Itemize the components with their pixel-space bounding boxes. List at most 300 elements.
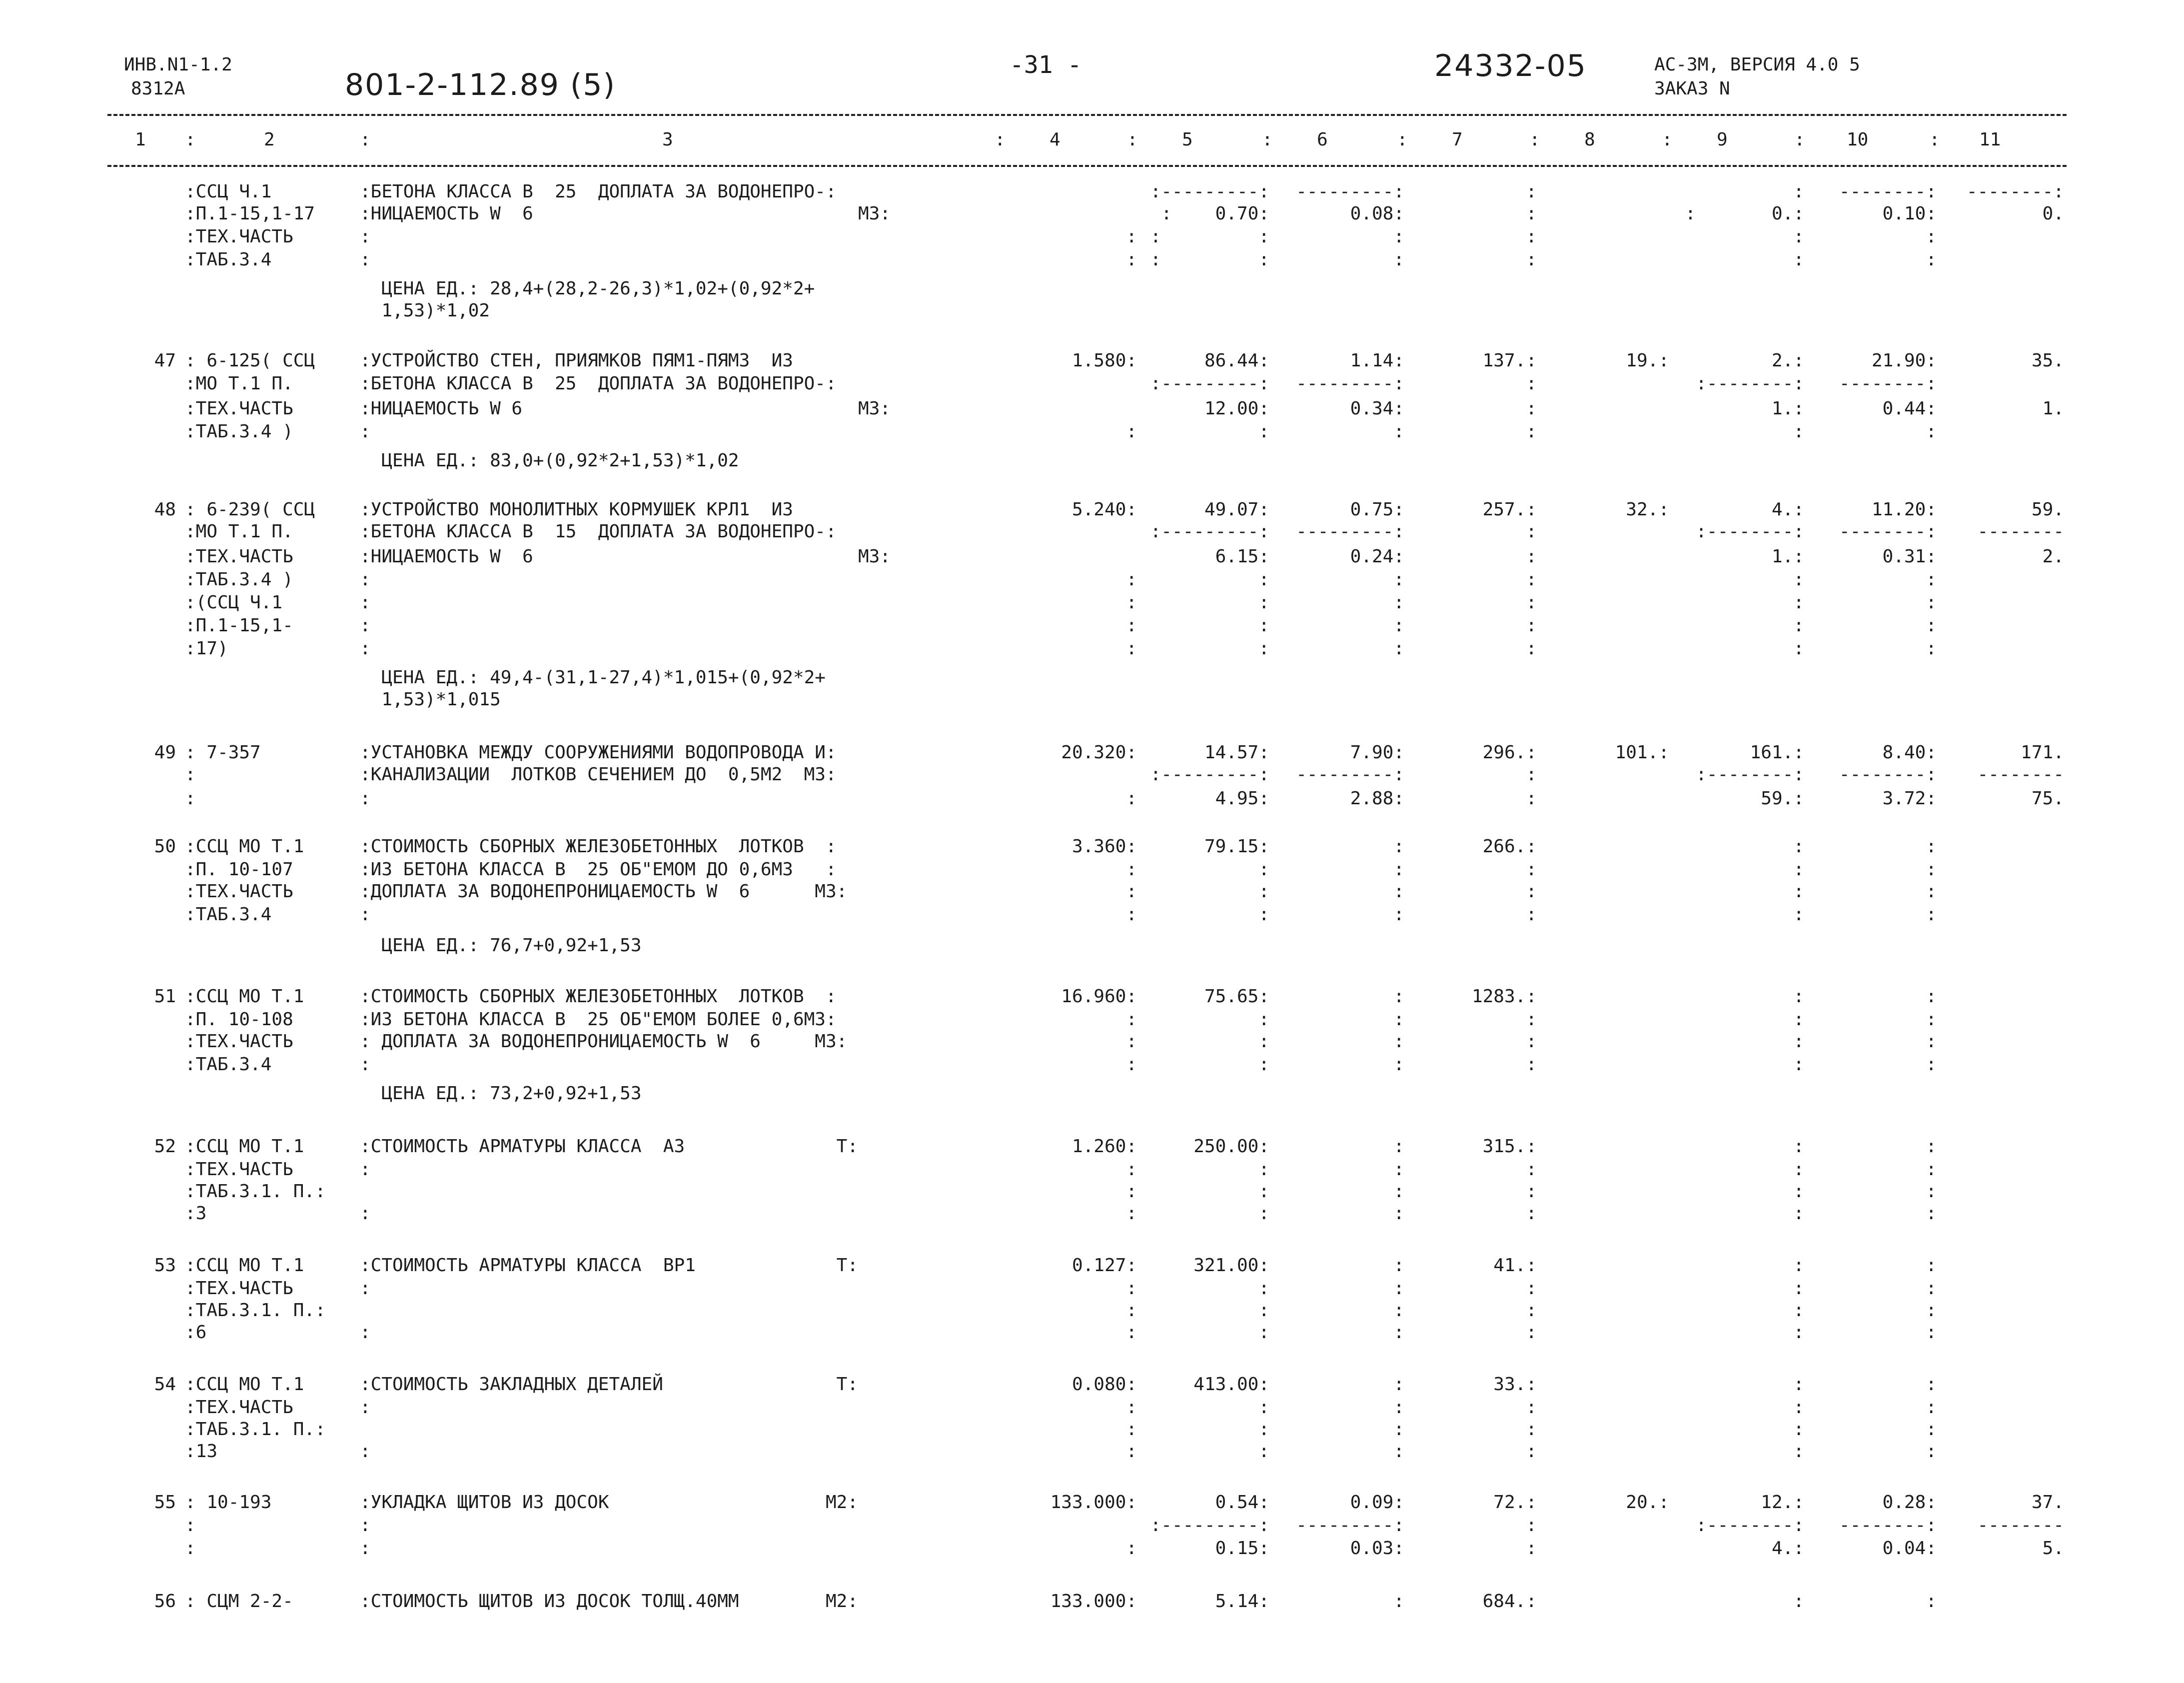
table-cell-c4: : (1126, 1181, 1137, 1202)
table-cell-c7: 33.: (1493, 1374, 1537, 1395)
table-cell-c3: :НИЦАЕМОСТЬ W 6 М3: (360, 203, 891, 224)
table-cell-c5: : (1258, 638, 1269, 659)
table-cell-c9: : (1793, 1300, 1804, 1321)
table-cell-c5: 413.00: (1193, 1374, 1269, 1395)
table-cell-c2: : (185, 788, 196, 809)
table-cell-c9: : (1793, 1054, 1804, 1075)
table-cell-c10: : (1926, 1300, 1937, 1321)
table-cell-c11: -------- (1977, 1515, 2064, 1536)
table-cell-c10: : (1926, 569, 1937, 590)
table-cell-c3: : (360, 569, 371, 590)
table-cell-c10: : (1926, 986, 1937, 1007)
table-cell-c4: 0.080: (1072, 1374, 1137, 1395)
column-header: 7 (1452, 129, 1463, 150)
table-cell-c3: : (360, 1441, 371, 1462)
table-cell-c7: : (1526, 181, 1537, 202)
table-cell-c9: : 0.: (1685, 203, 1804, 224)
table-cell-c7: 257.: (1482, 499, 1537, 520)
table-cell-c10: : (1926, 1031, 1937, 1052)
table-cell-c7: : (1526, 546, 1537, 567)
table-cell-c4: 5.240: (1072, 499, 1137, 520)
table-cell-c4: : (1126, 1159, 1137, 1180)
table-cell-c10: --------: (1839, 1515, 1937, 1536)
table-cell-c3: : (360, 1538, 371, 1559)
table-cell-c4: 1.260: (1072, 1136, 1137, 1157)
table-cell-c9: 12.: (1761, 1492, 1804, 1513)
table-cell-c7: : (1526, 859, 1537, 880)
table-cell-c6: 2.88: (1350, 788, 1404, 809)
table-cell-c5: 4.95: (1215, 788, 1269, 809)
table-cell-c6: ---------: (1296, 373, 1404, 394)
table-cell-c9: : (1793, 1159, 1804, 1180)
table-cell-c4: 3.360: (1072, 836, 1137, 857)
table-cell-c2: : (185, 1515, 196, 1536)
table-cell-c9: 161.: (1750, 742, 1804, 763)
table-cell-c2: :ТАБ.3.4 ) (185, 569, 293, 590)
table-cell-c3: ЦЕНА ЕД.: 76,7+0,92+1,53 (360, 935, 642, 956)
table-cell-c10: : (1926, 1181, 1937, 1202)
table-cell-c6: : (1393, 1181, 1404, 1202)
table-cell-c10: : (1926, 1278, 1937, 1299)
table-cell-c2: :ССЦ МО Т.1 (185, 1374, 304, 1395)
table-cell-c6: : (1393, 592, 1404, 613)
table-cell-c2: :ТАБ.3.1. П.: (185, 1181, 326, 1202)
table-cell-c7: : (1526, 1397, 1537, 1418)
table-cell-c4: : (1126, 1322, 1137, 1343)
table-cell-c5: : (1258, 1322, 1269, 1343)
table-cell-c3: :УСТРОЙСТВО СТЕН, ПРИЯМКОВ ПЯМ1-ПЯМ3 ИЗ (360, 350, 793, 371)
table-cell-c3: :ИЗ БЕТОНА КЛАССА В 25 ОБ"ЕМОМ БОЛЕЕ 0,6М3: (360, 1009, 837, 1030)
table-cell-c4: : (1126, 249, 1137, 270)
table-cell-c10: 8.40: (1882, 742, 1937, 763)
table-cell-c5: : 0.70: (1161, 203, 1269, 224)
program-version: АС-3М, ВЕРСИЯ 4.0 5 (1654, 54, 1860, 75)
table-cell-c9: : (1793, 1181, 1804, 1202)
column-separator: : (1127, 129, 1138, 150)
table-cell-c5: : (1258, 421, 1269, 442)
table-cell-c6: : (1393, 226, 1404, 247)
table-cell-c8: 101.: (1615, 742, 1669, 763)
table-cell-c6: 0.34: (1350, 398, 1404, 419)
table-cell-c4: : (1126, 1397, 1137, 1418)
table-cell-c4: : (1126, 1538, 1137, 1559)
table-cell-c5: 75.65: (1204, 986, 1269, 1007)
table-cell-c5: : (1258, 1278, 1269, 1299)
table-cell-c5: :---------: (1150, 521, 1269, 542)
table-cell-c2: : СЦМ 2-2- (185, 1591, 293, 1612)
table-cell-c10: : (1926, 421, 1937, 442)
table-cell-c6: : (1393, 1441, 1404, 1462)
table-cell-c2: :ССЦ МО Т.1 (185, 1255, 304, 1276)
table-cell-c11: 75. (2031, 788, 2064, 809)
table-cell-c11: 35. (2031, 350, 2064, 371)
table-cell-c10: : (1926, 1136, 1937, 1157)
table-cell-c2: : 7-357 (185, 742, 261, 763)
table-cell-c10: : (1926, 226, 1937, 247)
table-cell-c3: :БЕТОНА КЛАССА В 15 ДОПЛАТА ЗА ВОДОНЕПРО-: (360, 521, 837, 542)
table-cell-c6: 0.75: (1350, 499, 1404, 520)
table-cell-c5: : (1258, 1203, 1269, 1224)
table-cell-c3: :СТОИМОСТЬ ЗАКЛАДНЫХ ДЕТАЛЕЙ Т: (360, 1374, 858, 1395)
table-cell-c6: ---------: (1296, 181, 1404, 202)
table-cell-c10: : (1926, 1374, 1937, 1395)
table-cell-c7: : (1526, 373, 1537, 394)
table-cell-c6: : (1393, 1031, 1404, 1052)
table-cell-c7: 1283.: (1471, 986, 1537, 1007)
column-header: 10 (1847, 129, 1869, 150)
table-cell-c3: :ДОПЛАТА ЗА ВОДОНЕПРОНИЦАЕМОСТЬ W 6 М3: (360, 881, 848, 902)
table-cell-c10: : (1926, 904, 1937, 925)
table-cell-c1: 56 (154, 1591, 176, 1612)
table-cell-c2: :17) (185, 638, 228, 659)
table-cell-c10: 0.10: (1882, 203, 1937, 224)
column-header: 11 (1979, 129, 2001, 150)
document-number: 24332-05 (1434, 48, 1587, 83)
table-cell-c3: :УКЛАДКА ЩИТОВ ИЗ ДОСОК М2: (360, 1492, 858, 1513)
table-cell-c7: : (1526, 421, 1537, 442)
table-cell-c4: : (1126, 615, 1137, 636)
table-cell-c3: : (360, 1203, 371, 1224)
table-cell-c9: 4.: (1771, 1538, 1804, 1559)
table-cell-c2: :ТАБ.3.4 (185, 249, 272, 270)
table-cell-c9: : (1793, 1397, 1804, 1418)
table-cell-c3: : (360, 249, 371, 270)
table-cell-c10: : (1926, 859, 1937, 880)
table-cell-c11: 1. (2042, 398, 2064, 419)
table-cell-c9: : (1793, 181, 1804, 202)
table-cell-c2: :П. 10-108 (185, 1009, 293, 1030)
table-cell-c7: : (1526, 592, 1537, 613)
table-cell-c6: 1.14: (1350, 350, 1404, 371)
table-cell-c6: : (1393, 1374, 1404, 1395)
table-cell-c3: : (360, 421, 371, 442)
table-cell-c3: : (360, 615, 371, 636)
table-cell-c9: : (1793, 836, 1804, 857)
table-cell-c5: : (1258, 592, 1269, 613)
table-cell-c5: : (1258, 615, 1269, 636)
table-cell-c7: : (1526, 1419, 1537, 1440)
table-cell-c2: : (185, 764, 196, 785)
table-cell-c1: 47 (154, 350, 176, 371)
table-cell-c1: 52 (154, 1136, 176, 1157)
table-cell-c7: : (1526, 1322, 1537, 1343)
table-cell-c6: : (1393, 1300, 1404, 1321)
table-cell-c6: : (1393, 1054, 1404, 1075)
table-cell-c7: 137.: (1482, 350, 1537, 371)
table-cell-c5: : (1258, 881, 1269, 902)
table-cell-c4: : (1126, 1203, 1137, 1224)
table-cell-c7: : (1526, 1159, 1537, 1180)
table-cell-c11: --------: (1966, 181, 2064, 202)
column-header: 2 (264, 129, 275, 150)
table-cell-c9: : (1793, 569, 1804, 590)
table-cell-c1: 51 (154, 986, 176, 1007)
table-cell-c10: : (1926, 638, 1937, 659)
table-cell-c11: 5. (2042, 1538, 2064, 1559)
table-cell-c10: : (1926, 1322, 1937, 1343)
table-cell-c7: : (1526, 1538, 1537, 1559)
table-cell-c3: :БЕТОНА КЛАССА В 25 ДОПЛАТА ЗА ВОДОНЕПРО-: (360, 373, 837, 394)
table-cell-c5: : (1258, 569, 1269, 590)
table-cell-c1: 48 (154, 499, 176, 520)
column-separator: : (1397, 129, 1408, 150)
table-cell-c4: : (1126, 226, 1137, 247)
table-cell-c9: 2.: (1771, 350, 1804, 371)
table-cell-c2: :3 (185, 1203, 207, 1224)
table-cell-c2: :6 (185, 1322, 207, 1343)
table-cell-c3: :СТОИМОСТЬ АРМАТУРЫ КЛАССА А3 Т: (360, 1136, 858, 1157)
table-cell-c3: : (360, 788, 371, 809)
table-cell-c6: : (1393, 1203, 1404, 1224)
table-cell-c2: :П. 10-107 (185, 859, 293, 880)
table-cell-c10: : (1926, 249, 1937, 270)
table-cell-c3: :СТОИМОСТЬ ЩИТОВ ИЗ ДОСОК ТОЛЩ.40ММ М2: (360, 1591, 858, 1612)
table-cell-c5: 14.57: (1204, 742, 1269, 763)
table-cell-c10: --------: (1839, 764, 1937, 785)
table-cell-c4: 133.000: (1050, 1492, 1137, 1513)
table-cell-c10: : (1926, 1441, 1937, 1462)
table-cell-c10: : (1926, 1054, 1937, 1075)
table-cell-c2: :П.1-15,1-17 (185, 203, 315, 224)
table-cell-c9: : (1793, 1031, 1804, 1052)
table-cell-c11: -------- (1977, 764, 2064, 785)
table-cell-c5: 6.15: (1215, 546, 1269, 567)
table-cell-c7: : (1526, 764, 1537, 785)
table-cell-c4: : (1126, 1009, 1137, 1030)
table-cell-c3: 1,53)*1,015 (360, 689, 501, 710)
table-cell-c7: 315.: (1482, 1136, 1537, 1157)
table-cell-c2: :ТАБ.3.4 (185, 904, 272, 925)
table-cell-c5: 250.00: (1193, 1136, 1269, 1157)
table-cell-c2: :ТЕХ.ЧАСТЬ (185, 398, 293, 419)
table-cell-c5: : (1258, 1159, 1269, 1180)
table-cell-c3: :УСТАНОВКА МЕЖДУ СООРУЖЕНИЯМИ ВОДОПРОВОДА И: (360, 742, 837, 763)
table-cell-c5: : : (1150, 249, 1269, 270)
table-cell-c5: : (1258, 1441, 1269, 1462)
table-cell-c9: : (1793, 1591, 1804, 1612)
table-cell-c3: : (360, 1322, 371, 1343)
table-cell-c8: 20.: (1626, 1492, 1669, 1513)
table-cell-c6: : (1393, 881, 1404, 902)
table-cell-c9: : (1793, 1419, 1804, 1440)
table-cell-c5: : (1258, 1031, 1269, 1052)
table-cell-c3: : (360, 1278, 371, 1299)
table-cell-c7: : (1526, 226, 1537, 247)
table-cell-c5: : (1258, 1300, 1269, 1321)
page-number: -31 - (1010, 51, 1082, 79)
column-header: 5 (1182, 129, 1193, 150)
table-cell-c9: 59.: (1761, 788, 1804, 809)
table-cell-c10: --------: (1839, 521, 1937, 542)
table-cell-c3: : (360, 638, 371, 659)
table-cell-c2: :МО Т.1 П. (185, 373, 293, 394)
table-cell-c6: : (1393, 986, 1404, 1007)
table-cell-c10: : (1926, 1591, 1937, 1612)
table-cell-c4: : (1126, 1300, 1137, 1321)
table-cell-c6: : (1393, 1397, 1404, 1418)
table-cell-c7: : (1526, 1181, 1537, 1202)
table-cell-c10: : (1926, 592, 1937, 613)
table-cell-c4: : (1126, 1441, 1137, 1462)
table-cell-c5: :---------: (1150, 764, 1269, 785)
column-separator: : (995, 129, 1006, 150)
table-cell-c7: 72.: (1493, 1492, 1537, 1513)
table-cell-c4: : (1126, 592, 1137, 613)
table-cell-c10: : (1926, 1419, 1937, 1440)
table-cell-c7: : (1526, 249, 1537, 270)
table-cell-c3: : (360, 904, 371, 925)
table-cell-c9: 4.: (1771, 499, 1804, 520)
table-cell-c10: --------: (1839, 373, 1937, 394)
table-cell-c6: : (1393, 1159, 1404, 1180)
table-cell-c9: : (1793, 1441, 1804, 1462)
table-cell-c7: : (1526, 1300, 1537, 1321)
table-cell-c9: : (1793, 249, 1804, 270)
table-cell-c5: : (1258, 859, 1269, 880)
table-cell-c3: : (360, 592, 371, 613)
table-cell-c7: : (1526, 1278, 1537, 1299)
table-cell-c9: : (1793, 986, 1804, 1007)
table-cell-c6: : (1393, 638, 1404, 659)
archive-code: 8312А (131, 78, 185, 99)
column-header: 3 (662, 129, 673, 150)
table-cell-c9: :--------: (1696, 1515, 1804, 1536)
table-cell-c2: :ССЦ МО Т.1 (185, 1136, 304, 1157)
table-cell-c10: : (1926, 836, 1937, 857)
table-cell-c9: : (1793, 904, 1804, 925)
table-cell-c5: : : (1150, 226, 1269, 247)
table-cell-c7: : (1526, 904, 1537, 925)
table-cell-c11: 2. (2042, 546, 2064, 567)
table-cell-c10: : (1926, 881, 1937, 902)
project-number: 801-2-112.89 (5) (345, 67, 616, 102)
column-separator: : (1529, 129, 1540, 150)
column-header: 9 (1717, 129, 1728, 150)
table-cell-c10: 21.90: (1871, 350, 1937, 371)
table-cell-c2: :ТЕХ.ЧАСТЬ (185, 881, 293, 902)
table-cell-c6: ---------: (1296, 764, 1404, 785)
table-cell-c7: 266.: (1482, 836, 1537, 857)
table-cell-c9: : (1793, 1322, 1804, 1343)
table-cell-c2: :ТАБ.3.4 ) (185, 421, 293, 442)
table-cell-c11: -------- (1977, 521, 2064, 542)
table-cell-c5: : (1258, 1054, 1269, 1075)
table-cell-c9: 1.: (1771, 398, 1804, 419)
table-cell-c2: :ТЕХ.ЧАСТЬ (185, 1397, 293, 1418)
table-cell-c10: : (1926, 1159, 1937, 1180)
table-cell-c7: : (1526, 881, 1537, 902)
table-cell-c2: :ТАБ.3.4 (185, 1054, 272, 1075)
table-cell-c2: :ТЕХ.ЧАСТЬ (185, 546, 293, 567)
table-cell-c9: : (1793, 1203, 1804, 1224)
table-cell-c9: : (1793, 615, 1804, 636)
table-cell-c3: :БЕТОНА КЛАССА В 25 ДОПЛАТА ЗА ВОДОНЕПРО-: (360, 181, 837, 202)
table-cell-c10: 11.20: (1871, 499, 1937, 520)
table-cell-c7: : (1526, 1203, 1537, 1224)
table-cell-c7: 41.: (1493, 1255, 1537, 1276)
table-cell-c1: 54 (154, 1374, 176, 1395)
table-cell-c4: 133.000: (1050, 1591, 1137, 1612)
table-cell-c9: : (1793, 1136, 1804, 1157)
table-cell-c6: : (1393, 1591, 1404, 1612)
table-cell-c6: : (1393, 904, 1404, 925)
table-cell-c10: : (1926, 1009, 1937, 1030)
table-cell-c3: : (360, 226, 371, 247)
table-cell-c6: ---------: (1296, 521, 1404, 542)
table-cell-c7: : (1526, 1054, 1537, 1075)
table-cell-c7: : (1526, 638, 1537, 659)
table-cell-c10: --------: (1839, 181, 1937, 202)
table-cell-c7: : (1526, 398, 1537, 419)
table-cell-c3: ЦЕНА ЕД.: 49,4-(31,1-27,4)*1,015+(0,92*2+ (360, 667, 826, 688)
table-cell-c7: : (1526, 788, 1537, 809)
table-cell-c11: 59. (2031, 499, 2064, 520)
table-cell-c2: :ТЕХ.ЧАСТЬ (185, 226, 293, 247)
table-cell-c5: : (1258, 1009, 1269, 1030)
table-cell-c10: 0.28: (1882, 1492, 1937, 1513)
table-cell-c3: 1,53)*1,02 (360, 300, 490, 321)
table-cell-c4: : (1126, 569, 1137, 590)
table-cell-c5: 0.54: (1215, 1492, 1269, 1513)
table-cell-c6: 7.90: (1350, 742, 1404, 763)
table-cell-c4: : (1126, 1054, 1137, 1075)
table-cell-c5: 12.00: (1204, 398, 1269, 419)
table-cell-c9: : (1793, 638, 1804, 659)
table-cell-c7: : (1526, 1031, 1537, 1052)
table-cell-c9: : (1793, 592, 1804, 613)
table-cell-c11: 0. (2042, 203, 2064, 224)
column-separator: : (360, 129, 371, 150)
table-cell-c7: : (1526, 1441, 1537, 1462)
table-cell-c4: 20.320: (1061, 742, 1137, 763)
table-cell-c1: 50 (154, 836, 176, 857)
table-cell-c10: : (1926, 1203, 1937, 1224)
table-cell-c2: :(ССЦ Ч.1 (185, 592, 283, 613)
table-cell-c9: : (1793, 226, 1804, 247)
table-cell-c3: : (360, 1397, 371, 1418)
table-cell-c9: : (1793, 859, 1804, 880)
table-cell-c3: :НИЦАЕМОСТЬ W 6 М3: (360, 398, 891, 419)
column-separator: : (1929, 129, 1940, 150)
table-cell-c5: 49.07: (1204, 499, 1269, 520)
table-cell-c3: :СТОИМОСТЬ СБОРНЫХ ЖЕЛЕЗОБЕТОННЫХ ЛОТКОВ : (360, 836, 837, 857)
table-cell-c4: : (1126, 881, 1137, 902)
table-cell-c3: :СТОИМОСТЬ АРМАТУРЫ КЛАССА ВР1 Т: (360, 1255, 858, 1276)
table-cell-c3: : (360, 1515, 371, 1536)
table-cell-c6: : (1393, 1419, 1404, 1440)
column-header: 6 (1317, 129, 1328, 150)
table-cell-c3: ЦЕНА ЕД.: 28,4+(28,2-26,3)*1,02+(0,92*2+ (360, 278, 815, 299)
table-cell-c6: : (1393, 1136, 1404, 1157)
table-cell-c6: : (1393, 1278, 1404, 1299)
table-cell-c6: 0.03: (1350, 1538, 1404, 1559)
table-cell-c2: : 6-125( ССЦ (185, 350, 315, 371)
table-cell-c5: 86.44: (1204, 350, 1269, 371)
table-cell-c10: 0.04: (1882, 1538, 1937, 1559)
table-cell-c3: : (360, 1054, 371, 1075)
table-cell-c2: : 10-193 (185, 1492, 272, 1513)
table-cell-c5: 79.15: (1204, 836, 1269, 857)
table-cell-c2: :ТАБ.3.1. П.: (185, 1419, 326, 1440)
table-cell-c5: : (1258, 1419, 1269, 1440)
column-separator: : (185, 129, 196, 150)
table-cell-c4: 16.960: (1061, 986, 1137, 1007)
table-cell-c5: 0.15: (1215, 1538, 1269, 1559)
table-cell-c11: 171. (2021, 742, 2064, 763)
table-cell-c5: :---------: (1150, 373, 1269, 394)
table-cell-c2: :ТЕХ.ЧАСТЬ (185, 1278, 293, 1299)
table-cell-c3: ЦЕНА ЕД.: 73,2+0,92+1,53 (360, 1083, 642, 1104)
